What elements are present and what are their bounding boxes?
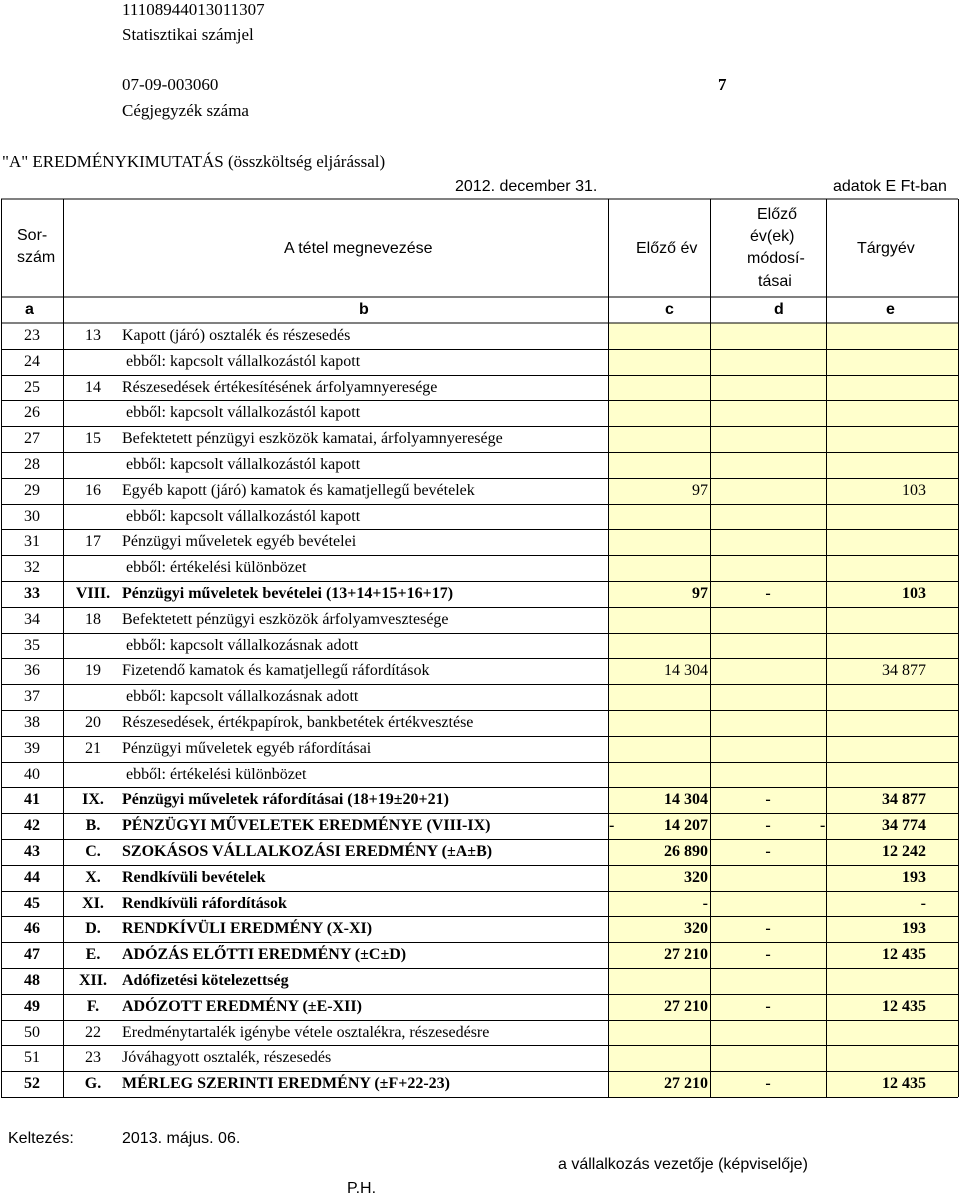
table-row	[0, 426, 960, 452]
row-code: X.	[85, 868, 101, 886]
table-row	[0, 400, 960, 426]
current-year-value: 103	[902, 585, 926, 602]
row-number: 41	[24, 791, 40, 809]
table-row	[0, 865, 960, 891]
prev-year-value: 320	[684, 920, 708, 938]
row-code: 22	[85, 1023, 101, 1041]
row-label: SZOKÁSOS VÁLLALKOZÁSI EREDMÉNY (±A±B)	[122, 843, 493, 860]
prev-year-value: 27 210	[664, 1075, 708, 1093]
row-number: 27	[24, 430, 40, 448]
table-row	[0, 375, 960, 401]
letter-e: e	[886, 301, 895, 318]
table-row	[0, 478, 960, 504]
ph-label: P.H.	[347, 1180, 377, 1197]
row-number: 46	[24, 920, 40, 938]
row-code: 16	[85, 481, 101, 499]
row-label: ebből: kapcsolt vállalkozásnak adott	[126, 688, 359, 706]
row-code: XII.	[78, 972, 107, 989]
row-label: Eredménytartalék igénybe vétele osztalékra, részesedésre	[122, 1023, 490, 1041]
row-code: F.	[86, 997, 100, 1015]
row-number: 24	[24, 352, 40, 370]
row-code: D.	[85, 920, 101, 938]
prev-year-value: 14 304	[664, 791, 708, 809]
row-code: IX.	[82, 791, 104, 809]
row-label: Rendkívüli bevételek	[122, 868, 266, 886]
modification-value: -	[765, 817, 771, 835]
row-label: Pénzügyi műveletek egyéb ráfordításai	[122, 739, 372, 757]
row-number: 33	[24, 585, 40, 602]
table-row	[0, 839, 960, 865]
row-code: 21	[85, 739, 101, 757]
current-year-value: 12 435	[882, 997, 926, 1015]
row-label: PÉNZÜGYI MŰVELETEK EREDMÉNYE (VIII-IX)	[122, 817, 491, 835]
prev-year-value: 97	[692, 481, 708, 499]
modification-value: -	[765, 585, 771, 602]
table-row	[0, 942, 960, 968]
row-code: 15	[85, 430, 101, 448]
report-title: "A" EREDMÉNYKIMUTATÁS (összköltség eljárással)	[2, 152, 386, 171]
row-number: 34	[24, 610, 40, 628]
table-row	[0, 529, 960, 555]
row-number: 50	[24, 1023, 40, 1041]
col-no-line1: Sor-	[17, 227, 48, 244]
row-number: 38	[24, 714, 40, 731]
row-number: 52	[24, 1075, 40, 1093]
current-year-value: 12 435	[882, 946, 926, 964]
date-value: 2013. május. 06.	[122, 1130, 241, 1147]
row-code: 17	[85, 533, 101, 551]
current-year-value: 103	[902, 481, 926, 499]
table-row	[0, 736, 960, 762]
row-label: MÉRLEG SZERINTI EREDMÉNY (±F+22-23)	[122, 1075, 450, 1093]
table-row	[0, 633, 960, 659]
row-number: 25	[24, 378, 40, 396]
row-label: Részesedések értékesítésének árfolyamnyeresége	[122, 378, 438, 396]
row-code: 23	[85, 1049, 101, 1067]
letter-c: c	[665, 301, 674, 318]
current-year-value: 193	[902, 920, 926, 938]
table-row	[0, 994, 960, 1020]
prev-year-value: 26 890	[664, 843, 708, 860]
row-number: 44	[24, 868, 40, 886]
prev-year-sign: -	[609, 817, 615, 835]
row-number: 26	[24, 404, 40, 422]
table-row	[0, 787, 960, 813]
modification-value: -	[765, 843, 771, 860]
prev-year-value: 14 304	[664, 662, 708, 680]
prev-year-value: 27 210	[664, 946, 708, 964]
row-number: 28	[24, 456, 40, 473]
row-number: 23	[24, 327, 40, 344]
table-row	[0, 762, 960, 788]
table-row	[0, 916, 960, 942]
col-prev-header: Előző év	[636, 240, 698, 257]
row-label: Adófizetési kötelezettség	[122, 972, 289, 989]
row-label: Befektetett pénzügyi eszközök árfolyamvesztesége	[122, 610, 449, 628]
unit-label: adatok E Ft-ban	[833, 178, 947, 195]
col-mod-line1: Előző	[757, 206, 798, 223]
row-code: B.	[85, 817, 101, 835]
letter-d: d	[774, 301, 784, 318]
current-year-sign: -	[820, 817, 826, 835]
row-label: ebből: kapcsolt vállalkozástól kapott	[126, 404, 361, 422]
modification-value: -	[765, 997, 771, 1015]
row-number: 40	[24, 765, 40, 783]
col-mod-line3: módosí-	[747, 250, 805, 267]
table-row	[0, 684, 960, 710]
row-number: 48	[24, 972, 40, 989]
row-number: 32	[24, 559, 40, 577]
table-row	[0, 813, 960, 839]
col-name-header: A tétel megnevezése	[284, 240, 433, 257]
row-number: 43	[24, 843, 40, 860]
row-label: ADÓZÁS ELŐTTI EREDMÉNY (±C±D)	[122, 946, 407, 964]
reg-number: 07-09-003060	[122, 75, 219, 94]
row-number: 29	[24, 481, 40, 499]
row-code: 13	[85, 327, 101, 344]
row-label: ebből: kapcsolt vállalkozástól kapott	[126, 456, 361, 473]
row-code: 14	[85, 378, 101, 396]
row-label: ebből: értékelési különbözet	[126, 559, 307, 577]
row-code: VIII.	[75, 585, 111, 602]
row-code: XI.	[82, 894, 104, 912]
row-label: ebből: kapcsolt vállalkozásnak adott	[126, 636, 359, 654]
letter-b: b	[359, 301, 369, 318]
table-row	[0, 555, 960, 581]
current-year-value: 12 242	[882, 843, 926, 860]
row-number: 31	[24, 533, 40, 551]
letter-a: a	[25, 301, 34, 318]
stat-number: 11108944013011307	[122, 0, 265, 19]
row-label: Pénzügyi műveletek ráfordításai (18+19±20+21)	[122, 791, 449, 809]
row-label: ADÓZOTT EREDMÉNY (±E-XII)	[122, 997, 362, 1015]
row-label: RENDKÍVÜLI EREDMÉNY (X-XI)	[122, 920, 373, 938]
row-code: 18	[85, 610, 101, 628]
row-number: 30	[24, 507, 40, 525]
row-label: ebből: értékelési különbözet	[126, 765, 307, 783]
table-row	[0, 323, 960, 349]
row-number: 35	[24, 636, 40, 654]
table-row	[0, 504, 960, 530]
modification-value: -	[765, 1075, 771, 1093]
page-number: 7	[718, 75, 727, 94]
modification-value: -	[765, 946, 771, 964]
prev-year-value: 14 207	[664, 817, 708, 835]
reg-label: Cégjegyzék száma	[122, 101, 249, 120]
row-label: ebből: kapcsolt vállalkozástól kapott	[126, 507, 361, 525]
current-year-value: 34 877	[882, 791, 926, 809]
row-code: G.	[84, 1075, 102, 1093]
prev-year-value: 320	[684, 868, 708, 886]
table-row	[0, 349, 960, 375]
row-label: Egyéb kapott (járó) kamatok és kamatjellegű bevételek	[122, 481, 475, 499]
row-number: 36	[24, 662, 40, 680]
row-number: 47	[24, 946, 40, 964]
stat-label: Statisztikai számjel	[122, 25, 254, 44]
current-year-value: 34 877	[882, 662, 926, 680]
row-label: Befektetett pénzügyi eszközök kamatai, árfolyamnyeresége	[122, 430, 503, 448]
row-label: Kapott (járó) osztalék és részesedés	[122, 327, 351, 344]
table-row	[0, 581, 960, 607]
report-date: 2012. december 31.	[455, 178, 598, 195]
table-row	[0, 658, 960, 684]
signer-label: a vállalkozás vezetője (képviselője)	[558, 1156, 808, 1173]
row-label: Jóváhagyott osztalék, részesedés	[122, 1049, 332, 1067]
row-label: Pénzügyi műveletek egyéb bevételei	[122, 533, 357, 551]
modification-value: -	[765, 791, 771, 809]
row-label: Rendkívüli ráfordítások	[122, 894, 287, 912]
col-mod-line2: év(ek)	[750, 228, 795, 245]
table-row	[0, 710, 960, 736]
row-label: Fizetendő kamatok és kamatjellegű ráfordítások	[122, 662, 430, 680]
row-number: 42	[24, 817, 40, 835]
col-cur-header: Tárgyév	[857, 240, 915, 257]
row-code: C.	[85, 843, 101, 860]
table-row	[0, 1020, 960, 1046]
row-number: 37	[24, 688, 40, 706]
table-row	[0, 1045, 960, 1071]
modification-value: -	[765, 920, 771, 938]
current-year-value: 34 774	[882, 817, 926, 835]
row-code: 20	[85, 714, 101, 731]
current-year-value: 193	[902, 868, 926, 886]
prev-year-value: 27 210	[664, 997, 708, 1015]
current-year-value: -	[920, 894, 926, 912]
row-number: 49	[24, 997, 40, 1015]
current-year-value: 12 435	[882, 1075, 926, 1093]
table-row	[0, 452, 960, 478]
table-row	[0, 891, 960, 917]
row-number: 39	[24, 739, 40, 757]
date-label: Keltezés:	[8, 1130, 74, 1147]
table-row	[0, 1071, 960, 1097]
col-mod-line4: tásai	[758, 273, 792, 290]
row-number: 45	[24, 894, 40, 912]
row-number: 51	[24, 1049, 40, 1067]
row-code: E.	[85, 946, 101, 964]
table-row	[0, 607, 960, 633]
prev-year-value: -	[702, 894, 708, 912]
table-row	[0, 968, 960, 994]
row-code: 19	[85, 662, 101, 680]
row-label: Pénzügyi műveletek bevételei (13+14+15+16+17)	[122, 585, 454, 602]
row-label: Részesedések, értékpapírok, bankbetétek értékvesztése	[122, 714, 474, 731]
row-label: ebből: kapcsolt vállalkozástól kapott	[126, 352, 361, 370]
col-no-line2: szám	[17, 249, 56, 266]
prev-year-value: 97	[692, 585, 708, 602]
